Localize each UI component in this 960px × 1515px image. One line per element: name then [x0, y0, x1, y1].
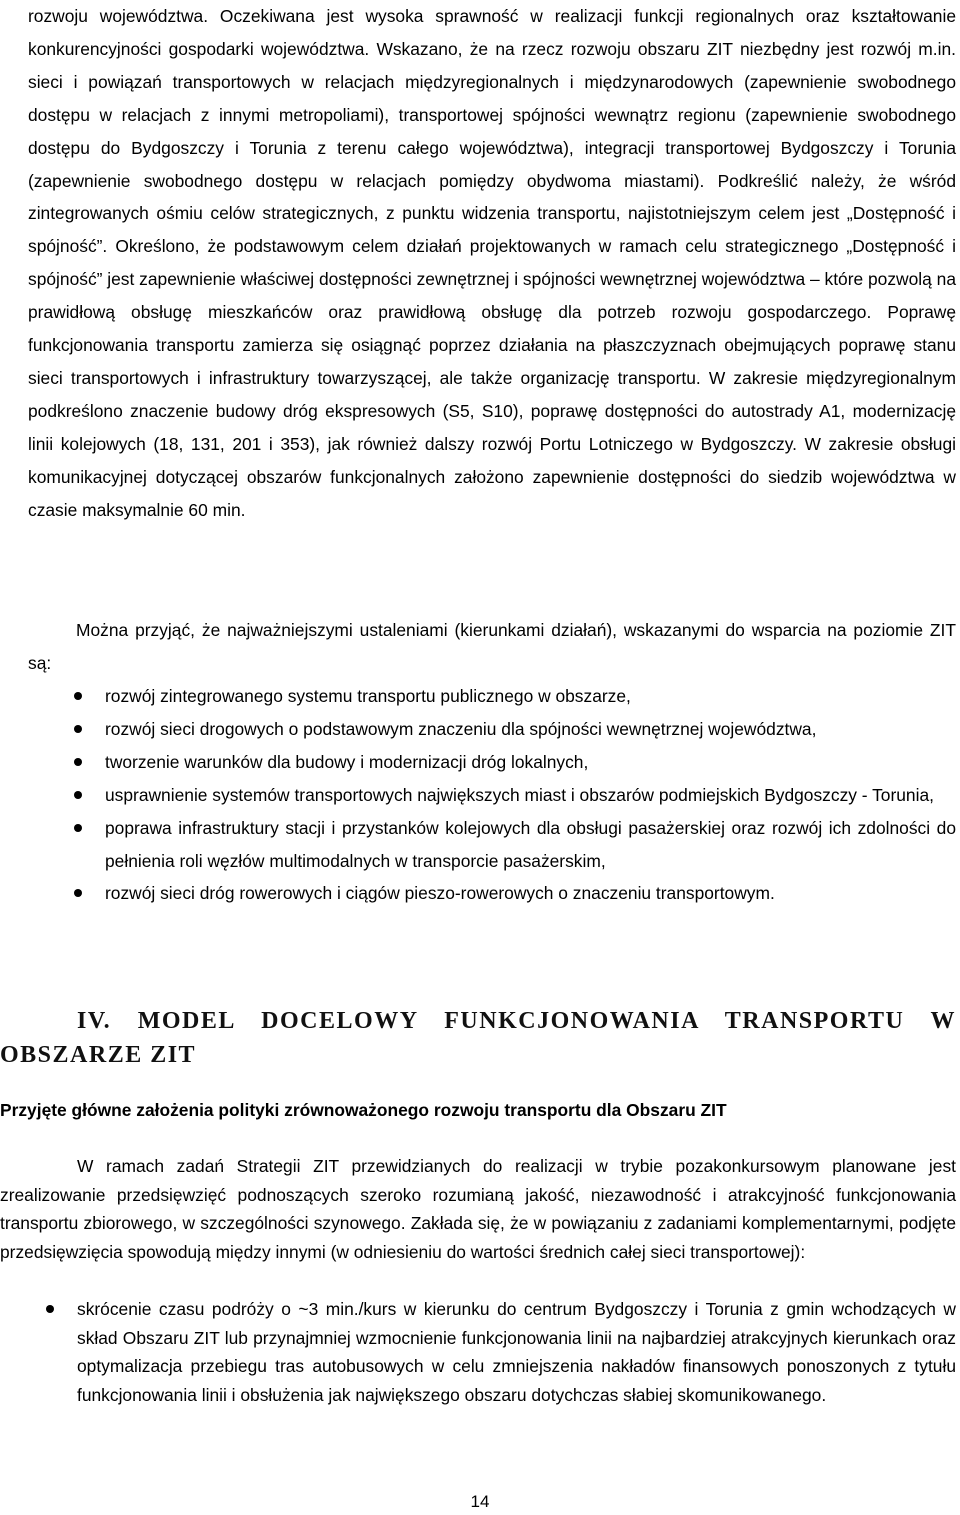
- strategy-paragraph: W ramach zadań Strategii ZIT przewidzianych do realizacji w trybie pozakonkursowym planowane jest zrealizowanie przedsięwzięć podnoszących szeroko rozumianą jakość, niezawodność i atrakcyjność funkcjonowania transportu zbiorowego, w szczególności szynowego. Zakłada się, że w powiązaniu z zadaniami komplementarnymi, podjęte przedsięwzięcia spowodują między innymi (w odniesieniu do wartości średnich całej sieci transportowej):: [0, 1156, 956, 1262]
- list-item: poprawa infrastruktury stacji i przystanków kolejowych dla obsługi pasażerskiej oraz rozwój ich zdolności do pełnienia roli węzłów multimodalnych w transporcie pasażerskim,: [28, 812, 956, 878]
- page-number: 14: [470, 1492, 490, 1511]
- section-number: IV.: [77, 1008, 112, 1034]
- list-item: tworzenie warunków dla budowy i modernizacji dróg lokalnych,: [28, 746, 956, 779]
- zit-directions-paragraph: Można przyjąć, że najważniejszymi ustaleniami (kierunkami działań), wskazanymi do wsparcia na poziomie ZIT są:: [28, 620, 956, 673]
- list-item: rozwój sieci dróg rowerowych i ciągów pieszo-rowerowych o znaczeniu transportowym.: [28, 877, 956, 910]
- subheading: Przyjęte główne założenia polityki zrównoważonego rozwoju transportu dla Obszaru ZIT: [0, 1100, 727, 1120]
- list-item: usprawnienie systemów transportowych największych miast i obszarów podmiejskich Bydgoszczy - Torunia,: [28, 779, 956, 812]
- list-item: rozwój sieci drogowych o podstawowym znaczeniu dla spójności wewnętrznej województwa,: [28, 713, 956, 746]
- strategy-effects-list: [0, 1295, 956, 1409]
- section-heading: [0, 1004, 956, 1072]
- intro-paragraph: rozwoju województwa. Oczekiwana jest wysoka sprawność w realizacji funkcji regionalnych oraz kształtowanie konkurencyjności gospodarki województwa. Wskazano, że na rzecz rozwoju obszaru ZIT niezbędny jest rozwój m.in. sieci i powiązań transportowych w relacjach międzyregionalnych i międzynarodowych (zapewnienie swobodnego dostępu w relacjach z innymi metropoliami), transportowej spójności wewnątrz regionu (zapewnienie swobodnego dostępu do Bydgoszczy i Torunia z terenu całego województwa), integracji transportowej Bydgoszczy i Torunia (zapewnienie swobodnego dostępu w relacjach pomiędzy obydwoma miastami). Podkreślić należy, że wśród zintegrowanych ośmiu celów strategicznych, z punktu widzenia transportu, najistotniejszym celem jest „Dostępność i spójność”. Określono, że podstawowym celem działań projektowanych w ramach celu strategicznego „Dostępność i spójność” jest zapewnienie właściwej dostępności zewnętrznej i spójności wewnętrznej województwa – które pozwolą na prawidłową obsługę mieszkańców oraz prawidłową obsługę dla potrzeb rozwoju gospodarczego. Poprawę funkcjonowania transportu zamierza się osiągnąć poprzez działania na płaszczyznach obejmujących poprawę stanu sieci transportowych i infrastruktury towarzyszącej, ale także organizację transportu. W zakresie międzyregionalnym podkreślono znaczenie budowy dróg ekspresowych (S5, S10), poprawę dostępności do autostrady A1, modernizację linii kolejowych (18, 131, 201 i 353), jak również dalszy rozwój Portu Lotniczego w Bydgoszczy. W zakresie obsługi komunikacyjnej dotyczącej obszarów funkcjonalnych założono zapewnienie dostępności do siedzib województwa w czasie maksymalnie 60 min.: [28, 6, 956, 520]
- list-item: rozwój zintegrowanego systemu transportu publicznego w obszarze,: [28, 680, 956, 713]
- section-title: MODEL DOCELOWY FUNKCJONOWANIA TRANSPORTU W OBSZARZE ZIT: [0, 1008, 956, 1068]
- list-item: skrócenie czasu podróży o ~3 min./kurs w kierunku do centrum Bydgoszczy i Torunia z gmin wchodzących w skład Obszaru ZIT lub przynajmniej wzmocnienie funkcjonowania linii na najbardziej atrakcyjnych kierunkach oraz optymalizacja przebiegu tras autobusowych w celu zmniejszenia nakładów finansowych ponoszonych z tytułu funkcjonowania linii i obsłużenia jak największego obszaru dotychczas słabiej skomunikowanego.: [0, 1295, 956, 1409]
- zit-directions-list: [28, 680, 956, 910]
